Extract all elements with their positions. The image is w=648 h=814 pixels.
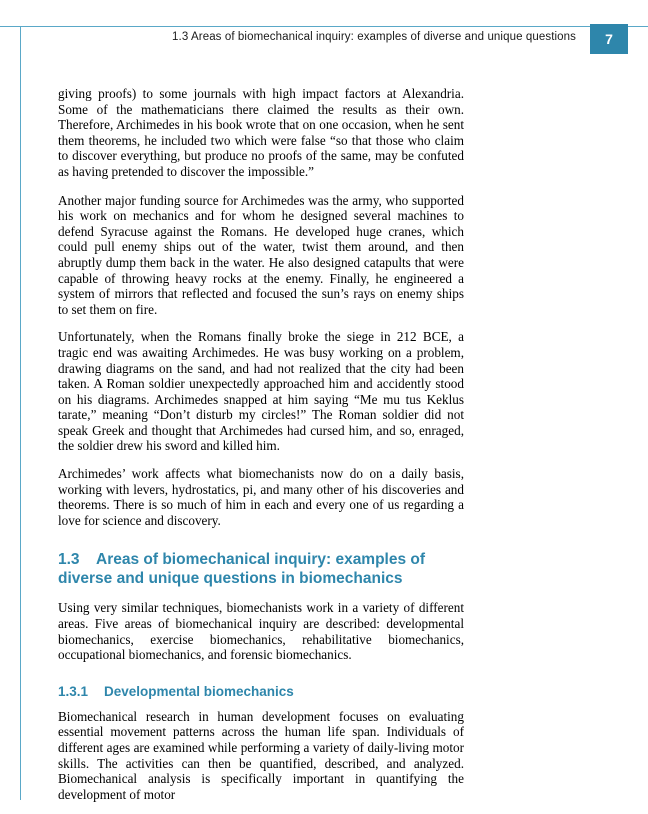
body-paragraph: Unfortunately, when the Romans finally broke the siege in 212 BCE, a tragic end was awaiting Archimedes. He was busy working on a problem, drawing diagrams on the sand, and had not realized that the city had been taken. A Roman soldier unexpectedly approached him and accidently stood on his diagrams. Archimedes snapped at him saying “Me mu tus Keklus tarate,” meaning “Don’t disturb my circles!” The Roman soldier did not speak Greek and thought that Archimedes had cursed him, and so, enraged, the soldier drew his sword and killed him. [58,329,464,454]
section-title-line-2: diverse and unique questions in biomechanics [58,570,403,588]
page-header [0,26,648,56]
subsection-paragraph: Biomechanical research in human development focuses on evaluating essential movement patterns across the human life span. Individuals of different ages are examined while performing a variety of daily-living motor skills. The activities can then be quantified, described, and analyzed. Biomechanical analysis is specifically important in quantifying the development of motor [58,708,464,802]
header-rule [0,26,648,27]
subsection-heading [58,683,464,700]
body-paragraph: Another major funding source for Archimedes was the army, who supported his work on mechanics and for whom he designed several machines to defend Syracuse against the Romans. He developed huge cranes, which could pull enemy ships out of the water, twist them around, and then abruptly dump them back in the water. He also designed catapults that were capable of throwing heavy rocks at the enemy. Finally, he engineered a system of mirrors that reflected and focused the sun’s rays on enemy ships to set them on fire. [58,192,464,317]
section-heading [58,550,464,588]
subsection-number: 1.3.1 [58,683,89,699]
page-content [58,86,464,814]
running-header-title: 1.3 Areas of biomechanical inquiry: examples of diverse and unique questions [172,31,576,43]
body-paragraph: Archimedes’ work affects what biomechanists now do on a daily basis, working with levers, hydrostatics, pi, and many other of his discoveries and theorems. There is so much of him in each and every one of us regarding a love for science and discovery. [58,466,464,528]
body-paragraph: giving proofs) to some journals with high impact factors at Alexandria. Some of the mathematicians there claimed the results as their own. Therefore, Archimedes in his book wrote that on one occasion, when he sent them theorems, he included two which were false “so that those who claim to discover everything, but produce no proofs of the same, may be confuted as having pretended to discover the impossible.” [58,86,464,179]
page-number-badge: 7 [590,24,628,54]
section-title-line-1: Areas of biomechanical inquiry: examples of [96,551,426,569]
section-number: 1.3 [58,551,80,569]
left-margin-rule [20,26,21,800]
subsection-title: Developmental biomechanics [104,683,294,699]
section-intro-paragraph: Using very similar techniques, biomechanists work in a variety of different areas. Five areas of biomechanical inquiry are described: developmental biomechanics, exercise biomechanics, rehabilitative biomechanics, occupational biomechanics, and forensic biomechanics. [58,600,464,663]
